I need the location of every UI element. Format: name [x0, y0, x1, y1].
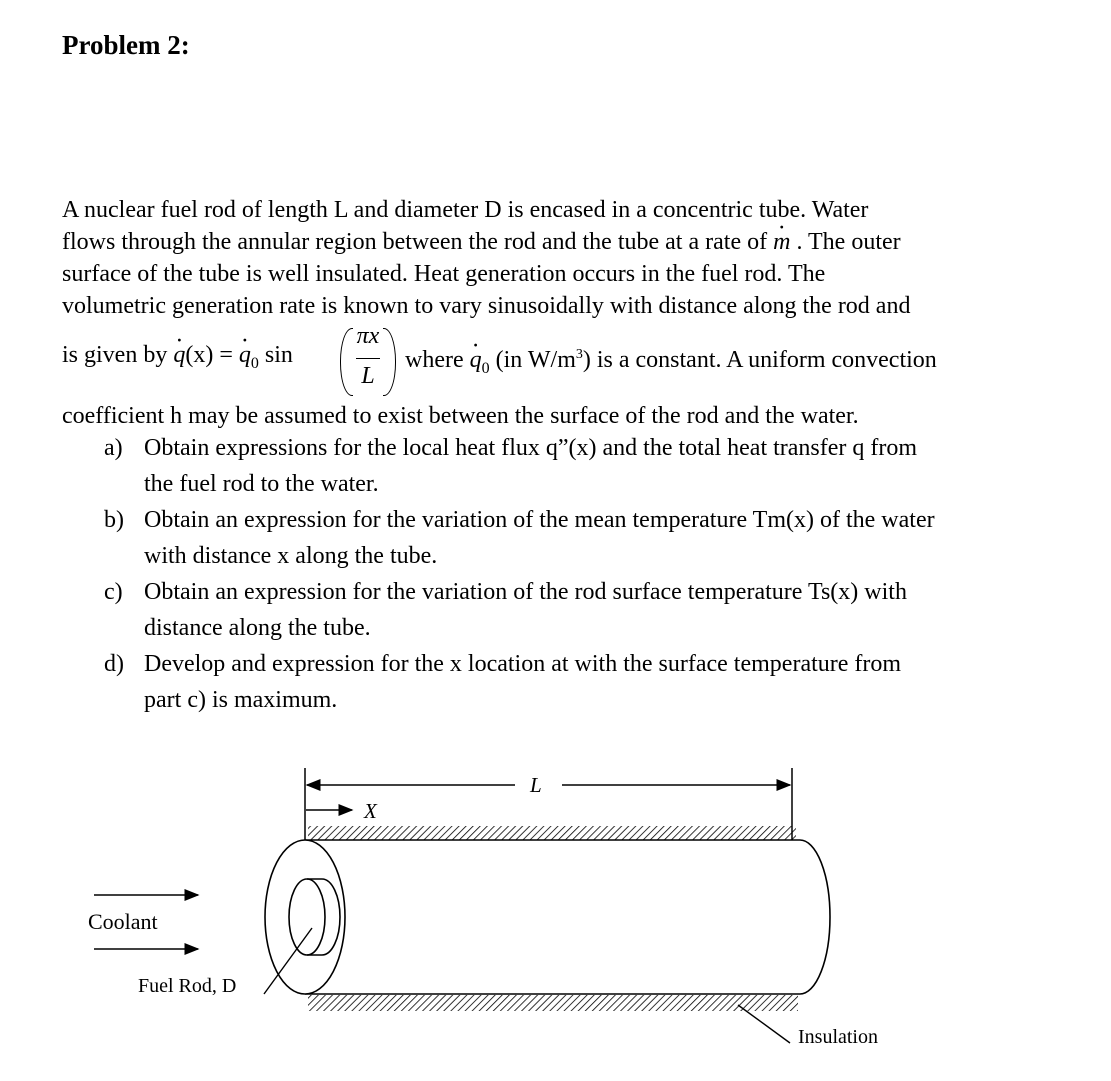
question-a	[104, 430, 1044, 502]
coolant-label: Coolant	[88, 909, 158, 934]
question-label: b)	[104, 507, 124, 533]
question-text: distance along the tube.	[144, 615, 371, 641]
fraction-bar	[356, 358, 380, 359]
tube-outline	[305, 840, 830, 994]
length-label: L	[530, 773, 542, 797]
where-clause	[405, 339, 937, 385]
q-argument: (x) =	[185, 342, 239, 368]
units-exponent: 3	[575, 347, 583, 362]
question-list	[104, 430, 1044, 718]
insulation-label: Insulation	[798, 1026, 878, 1048]
question-d	[104, 646, 1044, 718]
insulation-top	[308, 826, 796, 840]
question-text: part c) is maximum.	[144, 687, 338, 713]
fraction-numerator: πx	[356, 323, 380, 349]
question-text: Obtain expressions for the local heat flux q”(x) and the total heat transfer q from	[144, 435, 918, 461]
mass-flow-symbol: m ·	[773, 226, 790, 258]
fraction-denominator: L	[361, 363, 375, 389]
question-label: a)	[104, 435, 123, 461]
fuel-rod-diagram	[0, 740, 1111, 1081]
sin-text: sin	[258, 342, 293, 368]
statement-line-4: volumetric generation rate is known to vary sinusoidally with distance along the rod and	[62, 293, 911, 319]
where-q0-symbol: q ·	[470, 344, 482, 376]
statement-line-2-text: flows through the annular region between the rod and the tube at a rate of	[62, 229, 774, 255]
problem-title: Problem 2:	[62, 30, 190, 60]
q0-dot-symbol: q ·	[239, 339, 251, 371]
question-text: Obtain an expression for the variation of the mean temperature Tm(x) of the water	[144, 507, 935, 533]
question-b	[104, 502, 1044, 574]
question-label: d)	[104, 651, 124, 677]
question-text: with distance x along the tube.	[144, 543, 438, 569]
generation-equation	[62, 339, 293, 380]
question-text: Develop and expression for the x location at with the surface temperature from	[144, 651, 902, 677]
statement-line-2	[62, 226, 1052, 258]
question-label: c)	[104, 579, 123, 605]
x-label: X	[364, 799, 377, 823]
given-by-text: is given by	[62, 342, 174, 368]
where-text: where	[405, 347, 470, 373]
units-text: (in W/m	[489, 347, 576, 373]
statement-line-1-text: A nuclear fuel rod of length L and diameter D is encased in a concentric tube. Water	[62, 197, 869, 223]
fuel-rod-label: Fuel Rod, D	[138, 975, 237, 997]
where-tail-text: ) is a constant. A uniform convection	[582, 347, 937, 373]
statement-line-1	[62, 194, 1052, 226]
pi-x-over-l-fraction	[336, 322, 400, 400]
insulation-bottom	[308, 995, 798, 1011]
generation-equation-line	[62, 322, 1052, 400]
question-c	[104, 574, 1044, 646]
q0-subscript: 0	[250, 354, 259, 372]
fuel-rod-end	[289, 879, 325, 955]
where-q0-subscript: 0	[481, 359, 490, 377]
statement-line-3: surface of the tube is well insulated. Heat generation occurs in the fuel rod. The	[62, 261, 826, 287]
problem-statement	[62, 194, 1052, 432]
question-text: Obtain an expression for the variation of the rod surface temperature Ts(x) with	[144, 579, 907, 605]
statement-line-2-tail: . The outer	[790, 229, 901, 255]
statement-line-6: coefficient h may be assumed to exist between the surface of the rod and the water.	[62, 403, 859, 429]
question-text: the fuel rod to the water.	[144, 471, 379, 497]
q-dot-symbol: q ·	[173, 339, 185, 371]
